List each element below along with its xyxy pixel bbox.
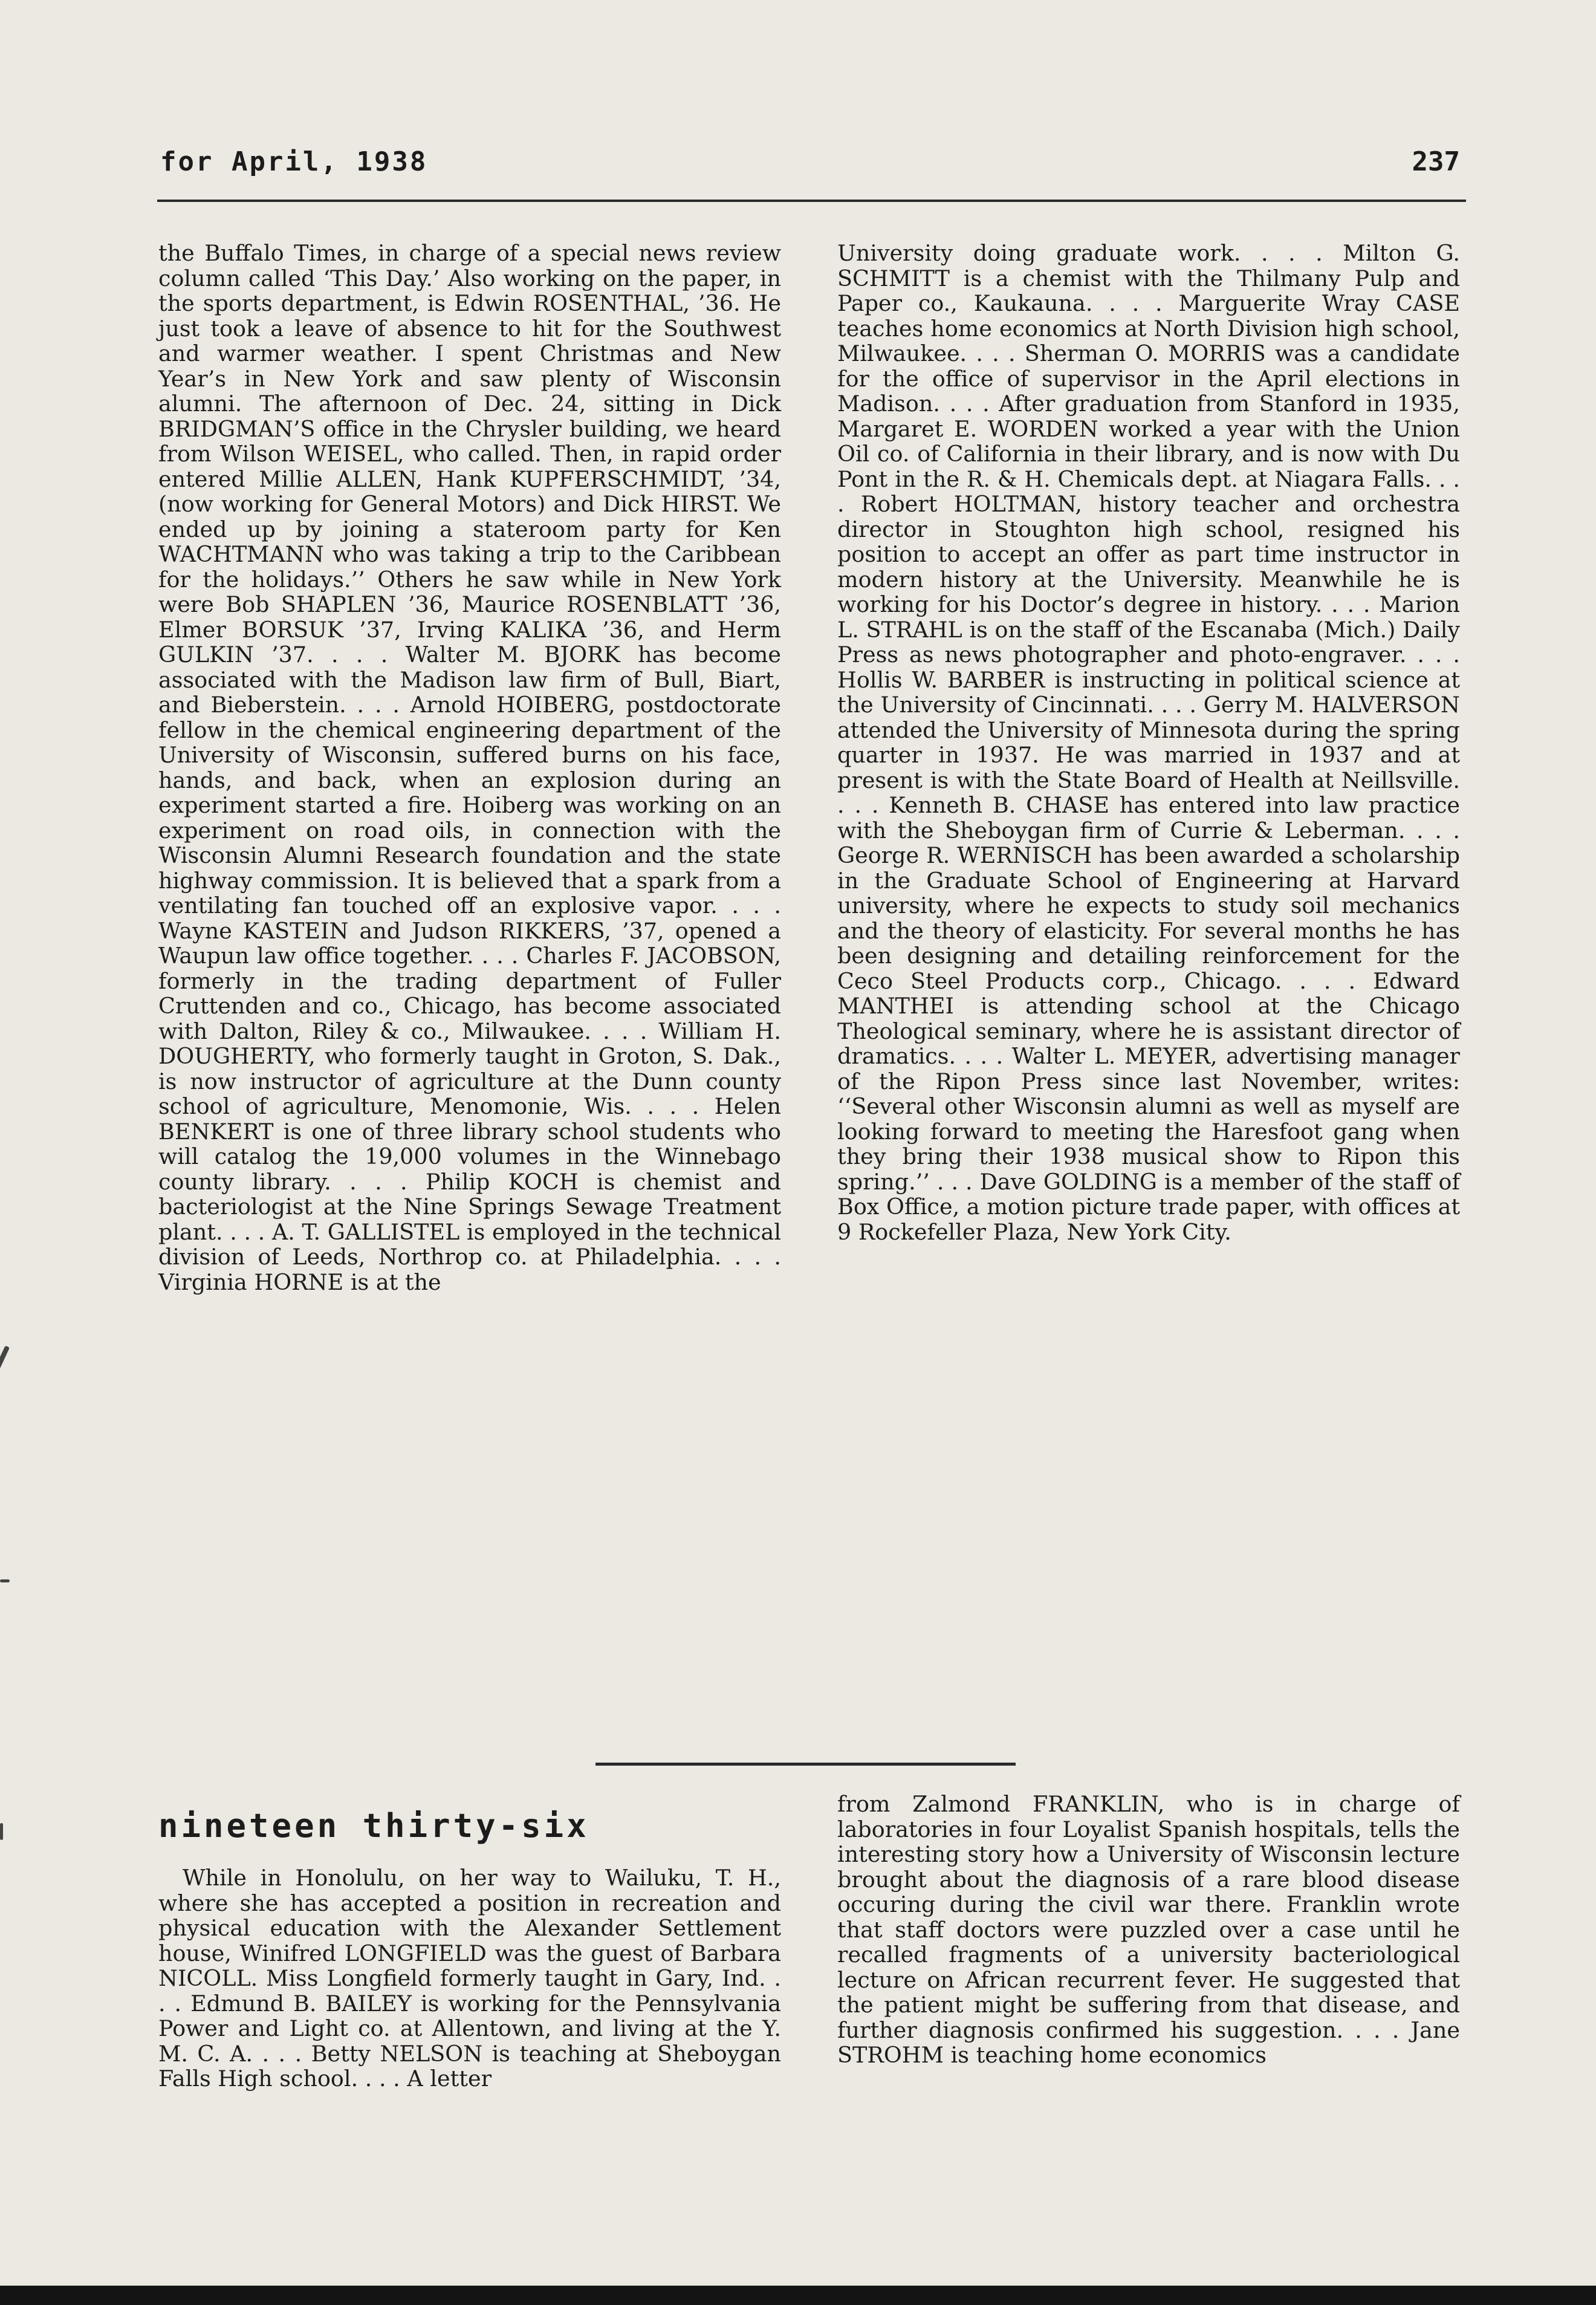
section-heading: nineteen thirty-six: [158, 1807, 589, 1845]
scan-mark-left-lower: [0, 1579, 10, 1582]
scan-mark-left-bottom: [0, 1823, 3, 1840]
section-divider: [595, 1763, 1016, 1766]
running-title: for April, 1938: [160, 146, 428, 177]
upper-right-column: [837, 241, 1460, 1244]
upper-left-column: [158, 241, 781, 1295]
page-number: 237: [1412, 146, 1460, 177]
running-head: [160, 146, 1460, 189]
scan-mark-left: [0, 1345, 10, 1370]
upper-left-text: the Buffalo Times, in charge of a special news review column called ‘This Day.’ Also working on the paper, in the sports department, is Edwin ROSENTHAL, ’36. He just took a leave of absence to hit for the Southwest and warmer weather. I spent Christmas and New Year’s in New York and saw plenty of Wisconsin alumni. The afternoon of Dec. 24, sitting in Dick BRIDGMAN’S office in the Chrysler building, we heard from Wilson WEISEL, who called. Then, in rapid order entered Millie ALLEN, Hank KUPFERSCHMIDT, ’34, (now working for General Motors) and Dick HIRST. We ended up by joining a stateroom party for Ken WACHTMANN who was taking a trip to the Caribbean for the holidays.’’ Others he saw while in New York were Bob SHAPLEN ’36, Maurice ROSENBLATT ’36, Elmer BORSUK ’37, Irving KALIKA ’36, and Herm GULKIN ’37. . . . Walter M. BJORK has become associated with the Madison law firm of Bull, Biart, and Bieberstein. . . . Arnold HOIBERG, postdoctorate fellow in the chemical engineering department of the University of Wisconsin, suffered burns on his face, hands, and back, when an explosion during an experiment started a fire. Hoiberg was working on an experiment on road oils, in connection with the Wisconsin Alumni Research foundation and the state highway commission. It is believed that a spark from a ventilating fan touched off an explosive vapor. . . . Wayne KASTEIN and Judson RIKKERS, ’37, opened a Waupun law office together. . . . Charles F. JACOBSON, formerly in the trading department of Fuller Cruttenden and co., Chicago, has become associated with Dalton, Riley & co., Milwaukee. . . . William H. DOUGHERTY, who formerly taught in Groton, S. Dak., is now instructor of agriculture at the Dunn county school of agriculture, Menomonie, Wis. . . . Helen BENKERT is one of three library school students who will catalog the 19,000 volumes in the Winnebago county library. . . . Philip KOCH is chemist and bacteriologist at the Nine Springs Sewage Treatment plant. . . . A. T. GALLISTEL is employed in the technical division of Leeds, Northrop co. at Philadelphia. . . . Virginia HORNE is at the: [158, 240, 781, 1295]
lower-left-text: While in Honolulu, on her way to Wailuku, T. H., where she has accepted a position in recreation and physical education with the Alexander Settlement house, Winifred LONGFIELD was the guest of Barbara NICOLL. Miss Longfield formerly taught in Gary, Ind. . . . Edmund B. BAILEY is working for the Pennsylvania Power and Light co. at Allentown, and living at the Y. M. C. A. . . . Betty NELSON is teaching at Sheboygan Falls High school. . . . A letter: [158, 1865, 781, 2092]
scan-bottom-edge: [0, 2286, 1596, 2305]
lower-right-text: from Zalmond FRANKLIN, who is in charge of laboratories in four Loyalist Spanish hospitals, tells the interesting story how a University of Wisconsin lecture brought about the diagnosis of a rare blood disease occuring during the civil war there. Franklin wrote that staff doctors were puzzled over a case until he recalled fragments of a university bacteriological lecture on African recurrent fever. He suggested that the patient might be suffering from that disease, and further diagnosis confirmed his suggestion. . . . Jane STROHM is teaching home economics: [837, 1791, 1460, 2068]
lower-right-column: [837, 1792, 1460, 2068]
upper-right-text: University doing graduate work. . . . Milton G. SCHMITT is a chemist with the Thilmany Pulp and Paper co., Kaukauna. . . . Marguerite Wray CASE teaches home economics at North Division high school, Milwaukee. . . . Sherman O. MORRIS was a candidate for the office of supervisor in the April elections in Madison. . . . After graduation from Stanford in 1935, Margaret E. WORDEN worked a year with the Union Oil co. of California in their library, and is now with Du Pont in the R. & H. Chemicals dept. at Niagara Falls. . . . Robert HOLTMAN, history teacher and orchestra director in Stoughton high school, resigned his position to accept an offer as part time instructor in modern history at the University. Meanwhile he is working for his Doctor’s degree in history. . . . Marion L. STRAHL is on the staff of the Escanaba (Mich.) Daily Press as news photographer and photo-engraver. . . . Hollis W. BARBER is instructing in political science at the University of Cincinnati. . . . Gerry M. HALVERSON attended the University of Minnesota during the spring quarter in 1937. He was married in 1937 and at present is with the State Board of Health at Neillsville. . . . Kenneth B. CHASE has entered into law practice with the Sheboygan firm of Currie & Leberman. . . . George R. WERNISCH has been awarded a scholarship in the Graduate School of Engineering at Harvard university, where he expects to study soil mechanics and the theory of elasticity. For several months he has been designing and detailing reinforcement for the Ceco Steel Products corp., Chicago. . . . Edward MANTHEI is attending school at the Chicago Theological seminary, where he is assistant director of dramatics. . . . Walter L. MEYER, advertising manager of the Ripon Press since last November, writes: ‘‘Several other Wisconsin alumni as well as myself are looking forward to meeting the Haresfoot gang when they bring their 1938 musical show to Ripon this spring.’’ . . . Dave GOLDING is a member of the staff of Box Office, a motion picture trade paper, with offices at 9 Rockefeller Plaza, New York City.: [837, 240, 1460, 1245]
header-rule: [157, 200, 1466, 202]
lower-left-column: [158, 1865, 781, 2092]
